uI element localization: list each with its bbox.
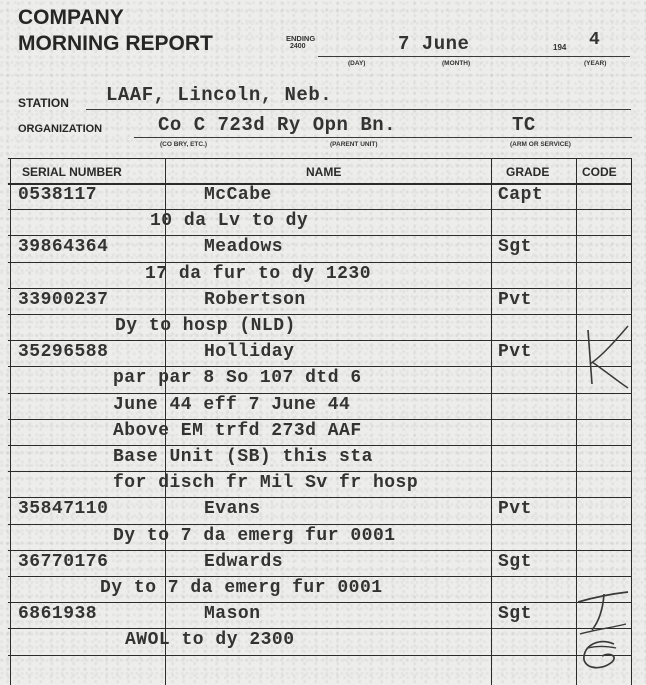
- form-title-company: COMPANY: [18, 6, 124, 29]
- grade: Pvt: [498, 499, 532, 520]
- row-rule: [8, 288, 632, 289]
- co-caption: (CO BRY, ETC.): [160, 141, 208, 148]
- soldier-name: Mason: [204, 604, 261, 625]
- station-label: STATION: [18, 96, 69, 110]
- grade: Pvt: [498, 342, 532, 363]
- remark-text: Dy to 7 da emerg fur 0001: [100, 578, 383, 598]
- row-rule: [8, 576, 632, 577]
- grade: Capt: [498, 185, 544, 205]
- name-column-divider: [491, 158, 492, 685]
- code-check-mark-icon: [578, 322, 634, 392]
- row-rule: [8, 550, 632, 551]
- remark-text: par par 8 So 107 dtd 6: [113, 368, 362, 389]
- remark-text: Dy to hosp (NLD): [115, 316, 296, 336]
- ending-time-label: 2400: [290, 43, 306, 50]
- station-value: LAAF, Lincoln, Neb.: [106, 84, 333, 106]
- remark-text: 10 da Lv to dy: [150, 211, 309, 232]
- serial-number: 39864364: [18, 237, 109, 258]
- row-rule: [8, 628, 632, 629]
- remark-text: Above EM trfd 273d AAF: [113, 420, 362, 441]
- report-date: 7 June: [398, 33, 470, 55]
- serial-number: 35296588: [18, 342, 109, 363]
- header-grade: GRADE: [506, 165, 550, 179]
- soldier-name: Edwards: [204, 551, 284, 572]
- header-code: CODE: [582, 165, 617, 179]
- serial-number: 36770176: [18, 551, 109, 572]
- organization-value: Co C 723d Ry Opn Bn.: [158, 114, 397, 136]
- year-value: 4: [589, 30, 601, 50]
- table-left-border: [10, 158, 11, 685]
- service-value: TC: [512, 114, 536, 136]
- remark-text: June 44 eff 7 June 44: [113, 394, 351, 415]
- serial-number: 0538117: [18, 185, 98, 205]
- serial-number: 33900237: [18, 289, 109, 310]
- remark-text: AWOL to dy 2300: [125, 630, 295, 651]
- soldier-name: Meadows: [204, 237, 284, 258]
- row-rule: [8, 445, 632, 446]
- day-caption: (DAY): [348, 60, 366, 67]
- row-rule: [8, 209, 632, 210]
- remark-text: 17 da fur to dy 1230: [145, 263, 372, 284]
- row-rule: [8, 497, 632, 498]
- table-top-rule: [8, 158, 632, 159]
- row-rule: [8, 235, 632, 236]
- soldier-name: Evans: [204, 499, 261, 520]
- grade: Sgt: [498, 604, 532, 625]
- officer-initials-icon: [570, 588, 636, 678]
- row-rule: [8, 471, 632, 472]
- station-underline: [86, 109, 631, 110]
- row-rule: [8, 314, 632, 315]
- header-name: NAME: [306, 165, 342, 179]
- serial-number: 6861938: [18, 604, 98, 625]
- row-rule: [8, 340, 632, 341]
- header-serial-number: SERIAL NUMBER: [22, 165, 122, 179]
- row-rule: [8, 393, 632, 394]
- grade: Sgt: [498, 551, 532, 572]
- row-rule: [8, 524, 632, 525]
- row-rule: [8, 262, 632, 263]
- row-rule: [8, 419, 632, 420]
- organization-underline: [134, 137, 632, 138]
- remark-text: Base Unit (SB) this sta: [113, 447, 373, 467]
- remark-text: for disch fr Mil Sv fr hosp: [113, 473, 419, 494]
- parent-unit-caption: (PARENT UNIT): [330, 141, 378, 148]
- month-caption: (MONTH): [442, 60, 471, 67]
- row-rule: [8, 655, 632, 656]
- date-underline: [318, 56, 630, 57]
- ending-label: ENDING: [286, 34, 316, 43]
- soldier-name: Holliday: [204, 342, 295, 363]
- soldier-name: Robertson: [204, 289, 306, 310]
- soldier-name: McCabe: [204, 185, 272, 205]
- grade: Sgt: [498, 237, 532, 258]
- arm-caption: (ARM OR SERVICE): [510, 141, 571, 148]
- year-caption: (YEAR): [584, 60, 607, 67]
- year-prefix: 194: [553, 43, 567, 52]
- organization-label: ORGANIZATION: [18, 123, 103, 135]
- grade: Pvt: [498, 289, 532, 310]
- remark-text: Dy to 7 da emerg fur 0001: [113, 525, 396, 546]
- serial-number: 35847110: [18, 499, 109, 520]
- form-title-morning-report: MORNING REPORT: [18, 32, 213, 55]
- row-rule: [8, 602, 632, 603]
- row-rule: [8, 366, 632, 367]
